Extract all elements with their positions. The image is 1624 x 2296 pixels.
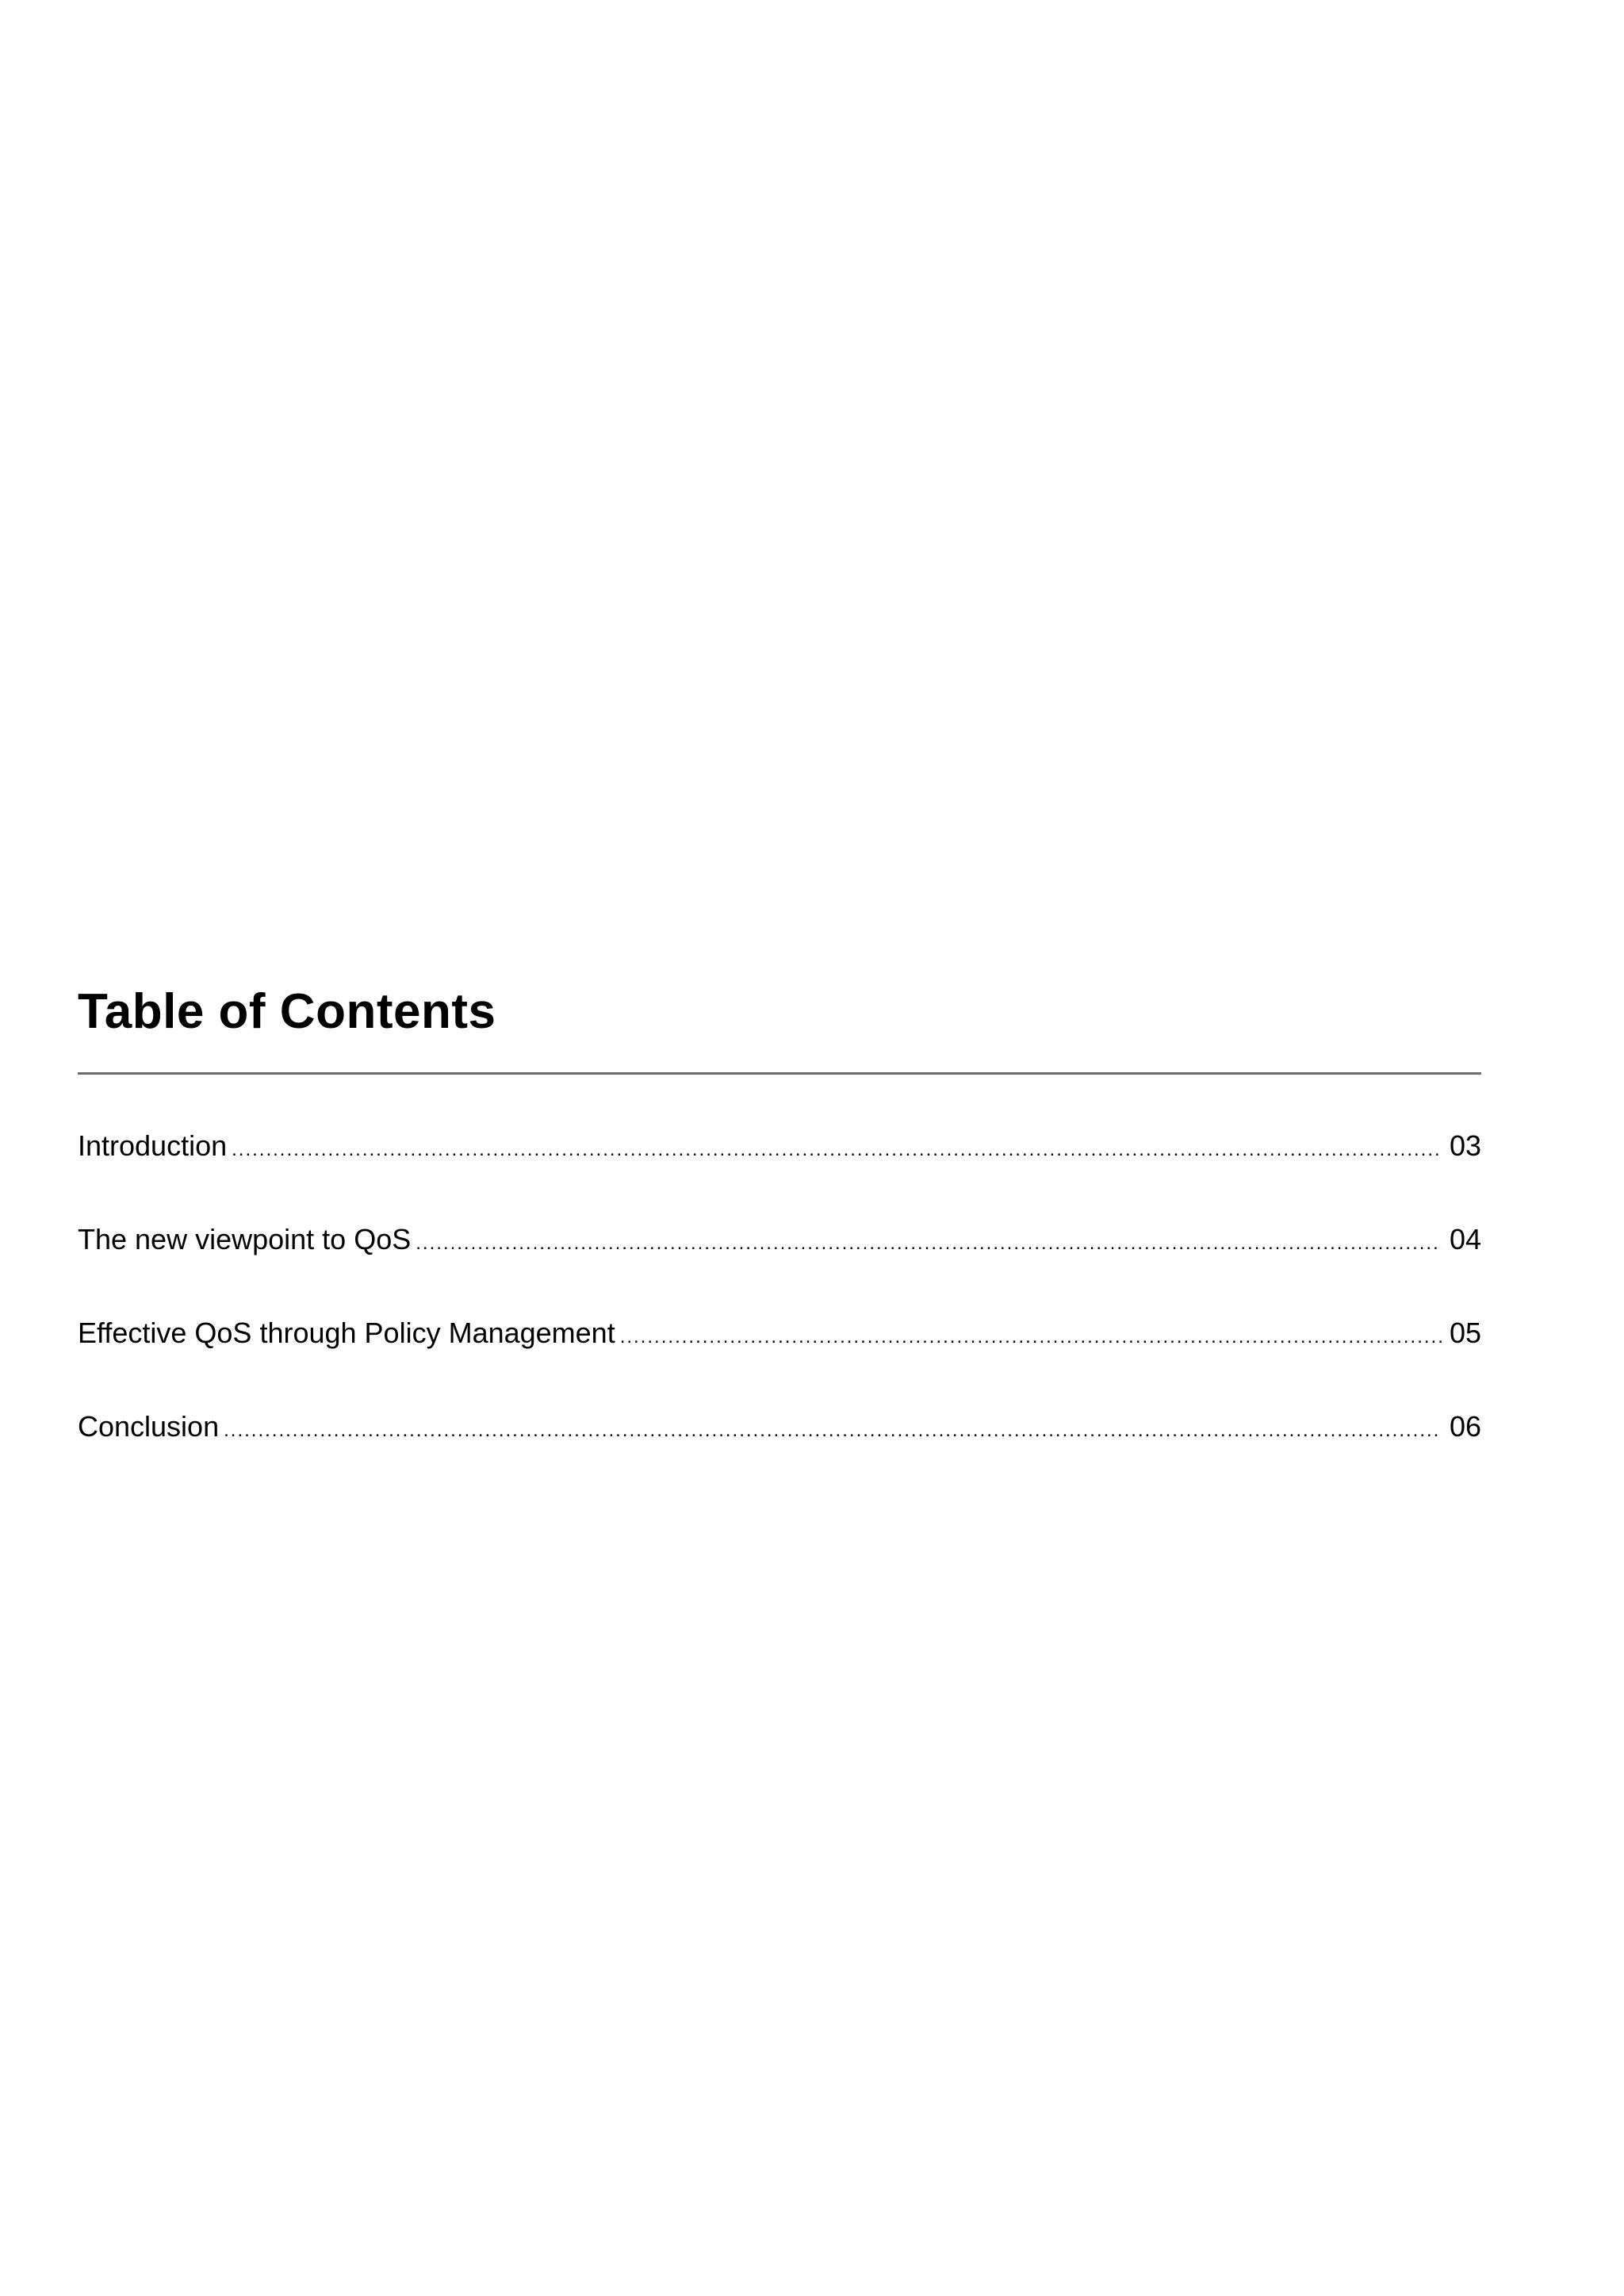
table-of-contents [78,983,1481,1443]
toc-entry-label: Introduction [78,1129,228,1162]
toc-entry-page: 04 [1449,1223,1481,1255]
dot-leader [620,1313,1442,1361]
toc-entry-page: 03 [1449,1129,1481,1162]
page-title: Table of Contents [78,984,496,1039]
toc-entry-policy-management[interactable] [78,1309,1481,1403]
toc-entry-conclusion[interactable] [78,1403,1481,1497]
toc-entry-page: 05 [1449,1317,1481,1349]
dot-leader [224,1407,1442,1455]
dot-leader [416,1220,1442,1267]
toc-entry-label: Effective QoS through Policy Management [78,1317,615,1349]
title-divider [78,1072,1481,1075]
toc-entry-label: The new viewpoint to QoS [78,1223,412,1255]
toc-entry-page: 06 [1449,1410,1481,1443]
toc-entry-introduction[interactable] [78,1122,1481,1216]
dot-leader [232,1126,1442,1174]
toc-list [78,1122,1481,1497]
toc-entry-new-viewpoint[interactable] [78,1216,1481,1309]
toc-entry-label: Conclusion [78,1410,220,1443]
